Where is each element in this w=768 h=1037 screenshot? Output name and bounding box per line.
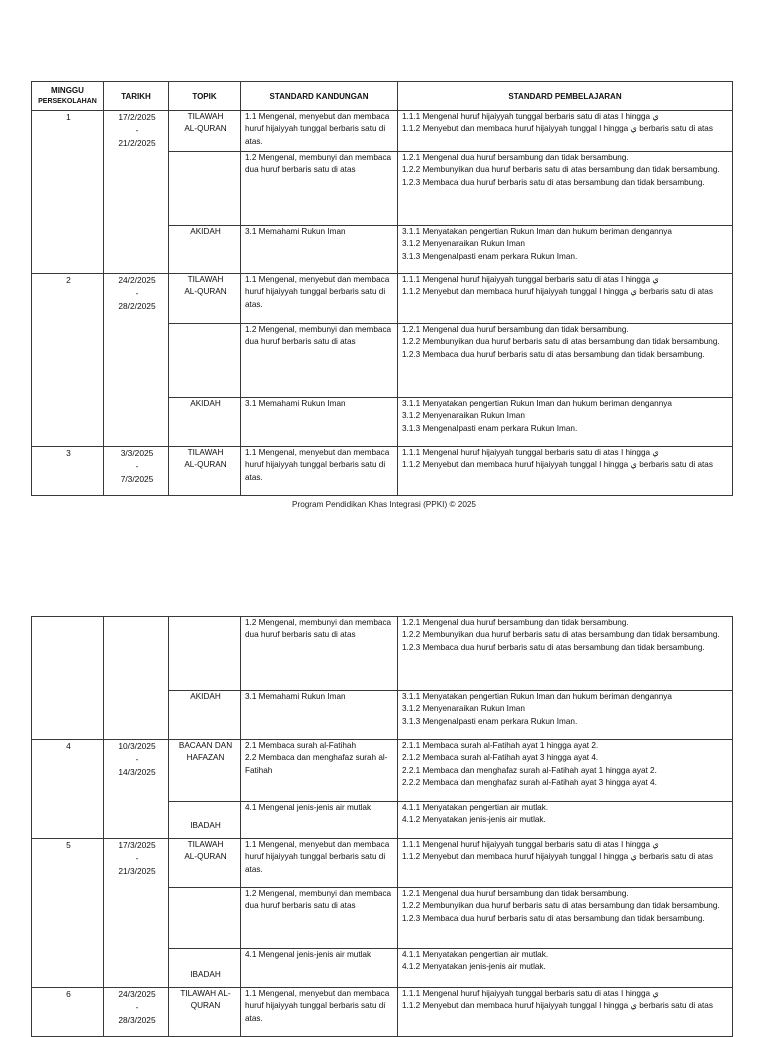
table-row (32, 617, 733, 691)
week-dates-empty (104, 617, 169, 740)
week-number: 3 (32, 447, 104, 496)
sk-cell: 1.2 Mengenal, membunyi dan membaca dua huruf berbaris satu di atas (241, 617, 398, 691)
topic-cell-empty (169, 617, 241, 691)
sp-line: 1.1.2 Menyebut dan membaca huruf hijaiyyah tunggal ا hingga ي berbaris satu di atas (402, 852, 713, 862)
sp-line: 3.1.3 Mengenalpasti enam perkara Rukun Iman. (402, 716, 578, 726)
topic-cell (169, 111, 241, 152)
sp-line: 4.1.1 Menyatakan pengertian air mutlak. (402, 950, 549, 959)
sp-line: 1.1.1 Mengenal huruf hijaiyyah tunggal berbaris satu di atas ا hingga ي (402, 448, 659, 457)
sk-cell: 3.1 Memahami Rukun Iman (241, 691, 398, 740)
sp-line: 3.1.2 Menyenaraikan Rukun Iman (402, 704, 525, 714)
sk-cell: 1.1 Mengenal, menyebut dan membaca huruf hijaiyyah tunggal berbaris satu di atas. (241, 839, 398, 888)
topic-cell (169, 447, 241, 496)
sp-line: 1.1.1 Mengenal huruf hijaiyyah tunggal berbaris satu di atas ا hingga ي (402, 112, 659, 121)
sp-line: 1.2.2 Membunyikan dua huruf berbaris satu di atas bersambung dan tidak bersambung. (402, 901, 720, 911)
sp-cell (398, 398, 733, 447)
sp-line: 1.1.1 Mengenal huruf hijaiyyah tunggal berbaris satu di atas ا hingga ي (402, 989, 659, 998)
table-row (32, 740, 733, 802)
sk-cell: 1.1 Mengenal, menyebut dan membaca huruf hijaiyyah tunggal berbaris satu di atas. (241, 447, 398, 496)
topic-cell (169, 274, 241, 324)
sp-line: 2.1.2 Membaca surah al-Fatihah ayat 3 hingga ayat 4. (402, 753, 599, 763)
table-row (32, 274, 733, 324)
sk-cell: 1.2 Mengenal, membunyi dan membaca dua huruf berbaris satu di atas (241, 152, 398, 226)
date-dash: - (135, 288, 139, 298)
table-row (32, 988, 733, 1037)
sk-line: 2.2 Membaca dan menghafaz surah al-Fatihah (245, 753, 388, 775)
sk-line: 2.1 Membaca surah al-Fatihah (245, 741, 357, 750)
sp-line: 1.1.1 Mengenal huruf hijaiyyah tunggal berbaris satu di atas ا hingga ي (402, 275, 659, 284)
sk-cell: 1.2 Mengenal, membunyi dan membaca dua huruf berbaris satu di atas (241, 324, 398, 398)
sp-cell (398, 226, 733, 274)
sk-cell: 1.1 Mengenal, menyebut dan membaca huruf hijaiyyah tunggal berbaris satu di atas. (241, 274, 398, 324)
sp-cell (398, 740, 733, 802)
date-dash: - (135, 1002, 139, 1012)
topic-cell (169, 839, 241, 888)
sp-cell (398, 988, 733, 1037)
sp-line: 4.1.2 Menyatakan jenis-jenis air mutlak. (402, 962, 546, 972)
sk-cell: 3.1 Memahami Rukun Iman (241, 398, 398, 447)
header-minggu (32, 82, 104, 111)
sp-cell (398, 949, 733, 988)
sp-line: 4.1.1 Menyatakan pengertian air mutlak. (402, 803, 549, 812)
table-row (32, 839, 733, 888)
sp-cell (398, 324, 733, 398)
sp-line: 1.2.1 Mengenal dua huruf bersambung dan tidak bersambung. (402, 889, 629, 898)
sp-line: 3.1.1 Menyatakan pengertian Rukun Iman dan hukum beriman dengannya (402, 227, 672, 236)
schedule-table-page-1 (31, 81, 733, 496)
date-dash: - (135, 754, 139, 764)
sk-cell: 4.1 Mengenal jenis-jenis air mutlak (241, 949, 398, 988)
sk-cell (241, 740, 398, 802)
week-number: 1 (32, 111, 104, 274)
date-end: 7/3/2025 (120, 474, 154, 484)
sp-line: 1.2.3 Membaca dua huruf berbaris satu di atas bersambung dan tidak bersambung. (402, 642, 705, 652)
sp-line: 1.1.2 Menyebut dan membaca huruf hijaiyyah tunggal ا hingga ي berbaris satu di atas (402, 124, 713, 134)
sp-cell (398, 152, 733, 226)
date-start: 10/3/2025 (118, 741, 156, 751)
topic-cell: AKIDAH (169, 691, 241, 740)
header-standard-pembelajaran: STANDARD PEMBELAJARAN (398, 82, 733, 111)
date-end: 14/3/2025 (118, 767, 156, 777)
sp-cell (398, 802, 733, 839)
sk-cell: 1.1 Mengenal, menyebut dan membaca huruf hijaiyyah tunggal berbaris satu di atas. (241, 111, 398, 152)
sp-line: 1.1.2 Menyebut dan membaca huruf hijaiyyah tunggal ا hingga ي berbaris satu di atas (402, 460, 713, 470)
sp-line: 3.1.2 Menyenaraikan Rukun Iman (402, 411, 525, 421)
topic-cell (169, 988, 241, 1037)
date-dash: - (135, 853, 139, 863)
topic-line: TILAWAH (187, 448, 224, 457)
date-start: 17/3/2025 (118, 840, 156, 850)
week-number-empty (32, 617, 104, 740)
topic-cell: IBADAH (169, 949, 241, 988)
week-dates (104, 740, 169, 839)
sp-line: 1.2.1 Mengenal dua huruf bersambung dan tidak bersambung. (402, 618, 629, 627)
date-end: 28/2/2025 (118, 301, 156, 311)
topic-line: BACAAN DAN (178, 741, 233, 750)
week-dates (104, 274, 169, 447)
sp-cell (398, 691, 733, 740)
week-dates (104, 988, 169, 1037)
sp-cell (398, 839, 733, 888)
date-dash: - (135, 461, 139, 471)
sp-line: 2.1.1 Membaca surah al-Fatihah ayat 1 hingga ayat 2. (402, 741, 599, 750)
sp-line: 1.2.2 Membunyikan dua huruf berbaris satu di atas bersambung dan tidak bersambung. (402, 165, 720, 175)
topic-cell-empty (169, 324, 241, 398)
sk-cell: 1.1 Mengenal, menyebut dan membaca huruf hijaiyyah tunggal berbaris satu di atas. (241, 988, 398, 1037)
sp-line: 3.1.2 Menyenaraikan Rukun Iman (402, 239, 525, 249)
topic-line: TILAWAH AL- (180, 989, 231, 998)
sp-cell (398, 888, 733, 949)
topic-cell: AKIDAH (169, 226, 241, 274)
sp-line: 1.2.1 Mengenal dua huruf bersambung dan tidak bersambung. (402, 325, 629, 334)
sp-line: 3.1.3 Mengenalpasti enam perkara Rukun Iman. (402, 423, 578, 433)
sk-cell: 4.1 Mengenal jenis-jenis air mutlak (241, 802, 398, 839)
date-start: 24/2/2025 (118, 275, 156, 285)
sp-line: 1.1.2 Menyebut dan membaca huruf hijaiyyah tunggal ا hingga ي berbaris satu di atas (402, 1001, 713, 1011)
sp-line: 3.1.3 Mengenalpasti enam perkara Rukun Iman. (402, 251, 578, 261)
topic-line: TILAWAH (187, 112, 224, 121)
sp-line: 3.1.1 Menyatakan pengertian Rukun Iman dan hukum beriman dengannya (402, 399, 672, 408)
sk-cell: 3.1 Memahami Rukun Iman (241, 226, 398, 274)
topic-cell (169, 740, 241, 802)
topic-cell-empty (169, 152, 241, 226)
schedule-table-page-2 (31, 616, 733, 1037)
topic-line: AL-QURAN (184, 124, 227, 134)
topic-line: QURAN (190, 1001, 221, 1011)
topic-line: TILAWAH (187, 840, 224, 849)
sp-cell (398, 111, 733, 152)
sp-line: 4.1.2 Menyatakan jenis-jenis air mutlak. (402, 815, 546, 825)
topic-cell: IBADAH (169, 802, 241, 839)
sp-line: 1.2.2 Membunyikan dua huruf berbaris satu di atas bersambung dan tidak bersambung. (402, 337, 720, 347)
header-topik: TOPIK (169, 82, 241, 111)
header-standard-kandungan: STANDARD KANDUNGAN (241, 82, 398, 111)
sp-cell (398, 617, 733, 691)
topic-line: TILAWAH (187, 275, 224, 284)
week-dates (104, 839, 169, 988)
sp-line: 1.1.2 Menyebut dan membaca huruf hijaiyyah tunggal ا hingga ي berbaris satu di atas (402, 287, 713, 297)
header-tarikh: TARIKH (104, 82, 169, 111)
sp-line: 3.1.1 Menyatakan pengertian Rukun Iman dan hukum beriman dengannya (402, 692, 672, 701)
topic-line: AL-QURAN (184, 460, 227, 470)
date-end: 21/2/2025 (118, 138, 156, 148)
sp-line: 1.1.1 Mengenal huruf hijaiyyah tunggal berbaris satu di atas ا hingga ي (402, 840, 659, 849)
sp-line: 2.2.2 Membaca dan menghafaz surah al-Fatihah ayat 3 hingga ayat 4. (402, 778, 657, 788)
topic-cell-empty (169, 888, 241, 949)
week-number: 5 (32, 839, 104, 988)
week-dates (104, 447, 169, 496)
date-start: 3/3/2025 (120, 448, 154, 458)
week-dates (104, 111, 169, 274)
week-number: 4 (32, 740, 104, 839)
sp-line: 1.2.2 Membunyikan dua huruf berbaris satu di atas bersambung dan tidak bersambung. (402, 630, 720, 640)
sp-line: 1.2.3 Membaca dua huruf berbaris satu di atas bersambung dan tidak bersambung. (402, 349, 705, 359)
week-number: 6 (32, 988, 104, 1037)
header-minggu-line1: MINGGU (51, 86, 84, 95)
header-minggu-line2: PERSEKOLAHAN (38, 98, 97, 105)
sp-cell (398, 274, 733, 324)
sp-cell (398, 447, 733, 496)
date-end: 28/3/2025 (118, 1015, 156, 1025)
table-row (32, 447, 733, 496)
sk-cell: 1.2 Mengenal, membunyi dan membaca dua huruf berbaris satu di atas (241, 888, 398, 949)
header-row (32, 82, 733, 111)
date-start: 17/2/2025 (118, 112, 156, 122)
date-dash: - (135, 125, 139, 135)
date-start: 24/3/2025 (118, 989, 156, 999)
topic-line: HAFAZAN (186, 753, 225, 763)
topic-line: AL-QURAN (184, 852, 227, 862)
topic-line: AL-QURAN (184, 287, 227, 297)
table-row (32, 111, 733, 152)
sp-line: 1.2.3 Membaca dua huruf berbaris satu di atas bersambung dan tidak bersambung. (402, 913, 705, 923)
date-end: 21/3/2025 (118, 866, 156, 876)
topic-cell: AKIDAH (169, 398, 241, 447)
week-number: 2 (32, 274, 104, 447)
sp-line: 1.2.1 Mengenal dua huruf bersambung dan tidak bersambung. (402, 153, 629, 162)
sp-line: 2.2.1 Membaca dan menghafaz surah al-Fatihah ayat 1 hingga ayat 2. (402, 765, 657, 775)
sp-line: 1.2.3 Membaca dua huruf berbaris satu di atas bersambung dan tidak bersambung. (402, 177, 705, 187)
page-footer: Program Pendidikan Khas Integrasi (PPKI) © 2025 (292, 500, 476, 509)
